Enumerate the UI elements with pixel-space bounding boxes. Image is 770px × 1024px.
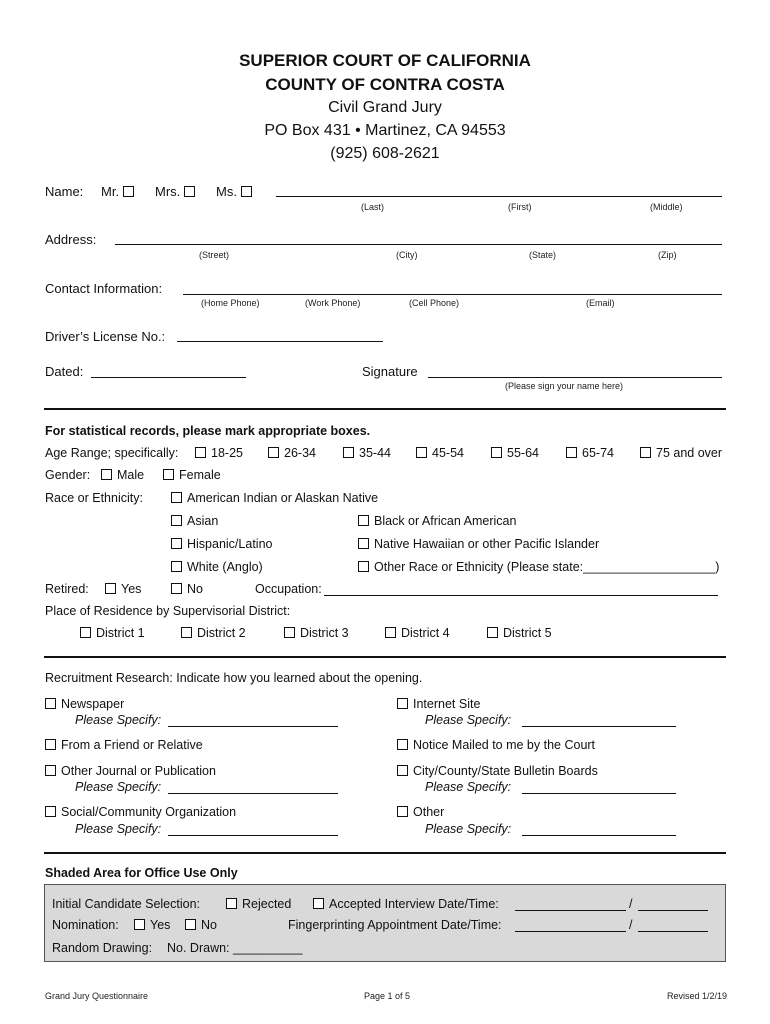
contact-field[interactable]	[183, 294, 722, 295]
checkbox[interactable]	[284, 627, 295, 638]
street-caption: (Street)	[199, 250, 230, 260]
slash-separator: /	[629, 918, 633, 932]
checkbox[interactable]	[105, 583, 116, 594]
random-drawing-label: Random Drawing:	[52, 941, 153, 955]
cell-phone-caption: (Cell Phone)	[409, 298, 460, 308]
race-option[interactable]: White (Anglo)	[171, 560, 263, 574]
checkbox[interactable]	[358, 561, 369, 572]
checkbox[interactable]	[397, 739, 408, 750]
district-option[interactable]: District 1	[80, 626, 145, 640]
please-specify-label: Please Specify:	[425, 713, 512, 727]
checkbox[interactable]	[163, 469, 174, 480]
signature-label: Signature	[362, 364, 418, 379]
office-heading: Shaded Area for Office Use Only	[45, 866, 238, 880]
checkbox[interactable]	[640, 447, 651, 458]
office-phone: (925) 608-2621	[330, 145, 440, 162]
checkbox[interactable]	[397, 765, 408, 776]
number-drawn-field[interactable]: No. Drawn: __________	[167, 941, 303, 955]
office-address: PO Box 431 • Martinez, CA 94553	[264, 122, 506, 139]
rejected-option[interactable]: Rejected	[226, 897, 291, 911]
checkbox[interactable]	[45, 739, 56, 750]
race-option[interactable]: Hispanic/Latino	[171, 537, 272, 551]
state-caption: (State)	[529, 250, 557, 260]
license-field[interactable]	[177, 341, 383, 342]
age-option[interactable]: 55-64	[491, 446, 539, 460]
checkbox[interactable]	[181, 627, 192, 638]
interview-date-field[interactable]	[515, 910, 626, 911]
checkbox[interactable]	[171, 515, 182, 526]
race-option[interactable]: Asian	[171, 514, 218, 528]
email-caption: (Email)	[586, 298, 615, 308]
signature-field[interactable]	[428, 377, 722, 378]
checkbox[interactable]	[184, 186, 195, 197]
please-specify-label: Please Specify:	[425, 822, 512, 836]
source-newspaper[interactable]: Newspaper	[45, 697, 124, 711]
checkbox[interactable]	[226, 898, 237, 909]
court-title: SUPERIOR COURT OF CALIFORNIA	[239, 51, 531, 70]
checkbox[interactable]	[358, 538, 369, 549]
please-specify-label: Please Specify:	[75, 713, 162, 727]
fingerprint-label: Fingerprinting Appointment Date/Time:	[288, 918, 502, 932]
fingerprint-time-field[interactable]	[638, 931, 708, 932]
checkbox[interactable]	[416, 447, 427, 458]
retired-no-option[interactable]: No	[171, 582, 203, 596]
address-label: Address:	[45, 232, 97, 247]
source-bulletin[interactable]: City/County/State Bulletin Boards	[397, 764, 598, 778]
checkbox[interactable]	[397, 806, 408, 817]
race-option[interactable]: Native Hawaiian or other Pacific Islander	[358, 537, 599, 551]
footer-page-number: Page 1 of 5	[364, 991, 411, 1001]
race-option-other[interactable]: Other Race or Ethnicity (Please state:___________________)	[358, 560, 719, 574]
district-option[interactable]: District 2	[181, 626, 246, 640]
checkbox[interactable]	[313, 898, 324, 909]
checkbox[interactable]	[123, 186, 134, 197]
checkbox[interactable]	[241, 186, 252, 197]
interview-time-field[interactable]	[638, 910, 708, 911]
city-caption: (City)	[396, 250, 418, 260]
specify-field[interactable]	[522, 793, 676, 794]
age-option[interactable]: 35-44	[343, 446, 391, 460]
checkbox[interactable]	[195, 447, 206, 458]
title-option-mr[interactable]: Mr.	[101, 184, 139, 199]
checkbox[interactable]	[491, 447, 502, 458]
specify-field[interactable]	[522, 835, 676, 836]
fingerprint-date-field[interactable]	[515, 931, 626, 932]
nomination-yes-option[interactable]: Yes	[134, 918, 170, 932]
district-option[interactable]: District 4	[385, 626, 450, 640]
district-option[interactable]: District 3	[284, 626, 349, 640]
title-option-mrs[interactable]: Mrs.	[155, 184, 200, 199]
source-journal[interactable]: Other Journal or Publication	[45, 764, 216, 778]
name-field[interactable]	[276, 196, 722, 197]
checkbox[interactable]	[397, 698, 408, 709]
age-option[interactable]: 26-34	[268, 446, 316, 460]
race-label: Race or Ethnicity:	[45, 491, 143, 505]
name-label: Name:	[45, 184, 84, 199]
age-option[interactable]: 65-74	[566, 446, 614, 460]
source-notice[interactable]: Notice Mailed to me by the Court	[397, 738, 595, 752]
title-option-ms[interactable]: Ms.	[216, 184, 257, 199]
gender-female-option[interactable]: Female	[163, 468, 221, 482]
accepted-option[interactable]: Accepted Interview Date/Time:	[313, 897, 499, 911]
please-specify-label: Please Specify:	[75, 822, 162, 836]
checkbox[interactable]	[171, 538, 182, 549]
dated-field[interactable]	[91, 377, 246, 378]
source-social[interactable]: Social/Community Organization	[45, 805, 236, 819]
age-label: Age Range; specifically:	[45, 446, 179, 460]
gender-label: Gender:	[45, 468, 91, 482]
checkbox[interactable]	[358, 515, 369, 526]
checkbox[interactable]	[171, 492, 182, 503]
age-option[interactable]: 18-25	[195, 446, 243, 460]
checkbox[interactable]	[134, 919, 145, 930]
checkbox[interactable]	[268, 447, 279, 458]
contact-label: Contact Information:	[45, 281, 163, 296]
retired-yes-option[interactable]: Yes	[105, 582, 141, 596]
checkbox[interactable]	[80, 627, 91, 638]
specify-field[interactable]	[168, 793, 338, 794]
last-name-caption: (Last)	[361, 202, 385, 212]
slash-separator: /	[629, 897, 633, 911]
race-option[interactable]: American Indian or Alaskan Native	[171, 491, 378, 505]
checkbox[interactable]	[171, 561, 182, 572]
signature-caption: (Please sign your name here)	[505, 381, 624, 391]
specify-field[interactable]	[168, 835, 338, 836]
source-internet[interactable]: Internet Site	[397, 697, 480, 711]
specify-field[interactable]	[522, 726, 676, 727]
dated-label: Dated:	[45, 364, 84, 379]
gender-male-option[interactable]: Male	[101, 468, 144, 482]
nomination-no-option[interactable]: No	[185, 918, 217, 932]
occupation-field[interactable]	[324, 595, 718, 596]
checkbox[interactable]	[45, 765, 56, 776]
license-label: Driver’s License No.:	[45, 329, 166, 344]
checkbox[interactable]	[343, 447, 354, 458]
checkbox[interactable]	[101, 469, 112, 480]
section-divider	[44, 408, 726, 410]
recruit-heading: Recruitment Research: Indicate how you learned about the opening.	[45, 671, 423, 685]
nomination-label: Nomination:	[52, 918, 119, 932]
source-other[interactable]: Other	[397, 805, 444, 819]
checkbox[interactable]	[185, 919, 196, 930]
middle-name-caption: (Middle)	[650, 202, 683, 212]
age-option[interactable]: 45-54	[416, 446, 464, 460]
county-title: COUNTY OF CONTRA COSTA	[265, 75, 505, 94]
section-divider	[44, 852, 726, 854]
section-divider	[44, 656, 726, 658]
specify-field[interactable]	[168, 726, 338, 727]
office-name: Civil Grand Jury	[328, 99, 442, 116]
first-name-caption: (First)	[508, 202, 532, 212]
occupation-label: Occupation:	[255, 582, 322, 596]
footer-form-name: Grand Jury Questionnaire	[45, 991, 149, 1001]
stats-heading: For statistical records, please mark appropriate boxes.	[45, 424, 371, 438]
please-specify-label: Please Specify:	[75, 780, 162, 794]
footer-revision: Revised 1/2/19	[667, 991, 728, 1001]
race-option[interactable]: Black or African American	[358, 514, 516, 528]
checkbox[interactable]	[385, 627, 396, 638]
checkbox[interactable]	[45, 698, 56, 709]
home-phone-caption: (Home Phone)	[201, 298, 260, 308]
please-specify-label: Please Specify:	[425, 780, 512, 794]
age-option[interactable]: 75 and over	[640, 446, 722, 460]
source-friend[interactable]: From a Friend or Relative	[45, 738, 203, 752]
district-option[interactable]: District 5	[487, 626, 552, 640]
work-phone-caption: (Work Phone)	[305, 298, 361, 308]
checkbox[interactable]	[487, 627, 498, 638]
zip-caption: (Zip)	[658, 250, 677, 260]
checkbox[interactable]	[45, 806, 56, 817]
retired-label: Retired:	[45, 582, 89, 596]
address-field[interactable]	[115, 244, 722, 245]
checkbox[interactable]	[171, 583, 182, 594]
district-label: Place of Residence by Supervisorial District:	[45, 604, 291, 618]
initial-selection-label: Initial Candidate Selection:	[52, 897, 201, 911]
checkbox[interactable]	[566, 447, 577, 458]
